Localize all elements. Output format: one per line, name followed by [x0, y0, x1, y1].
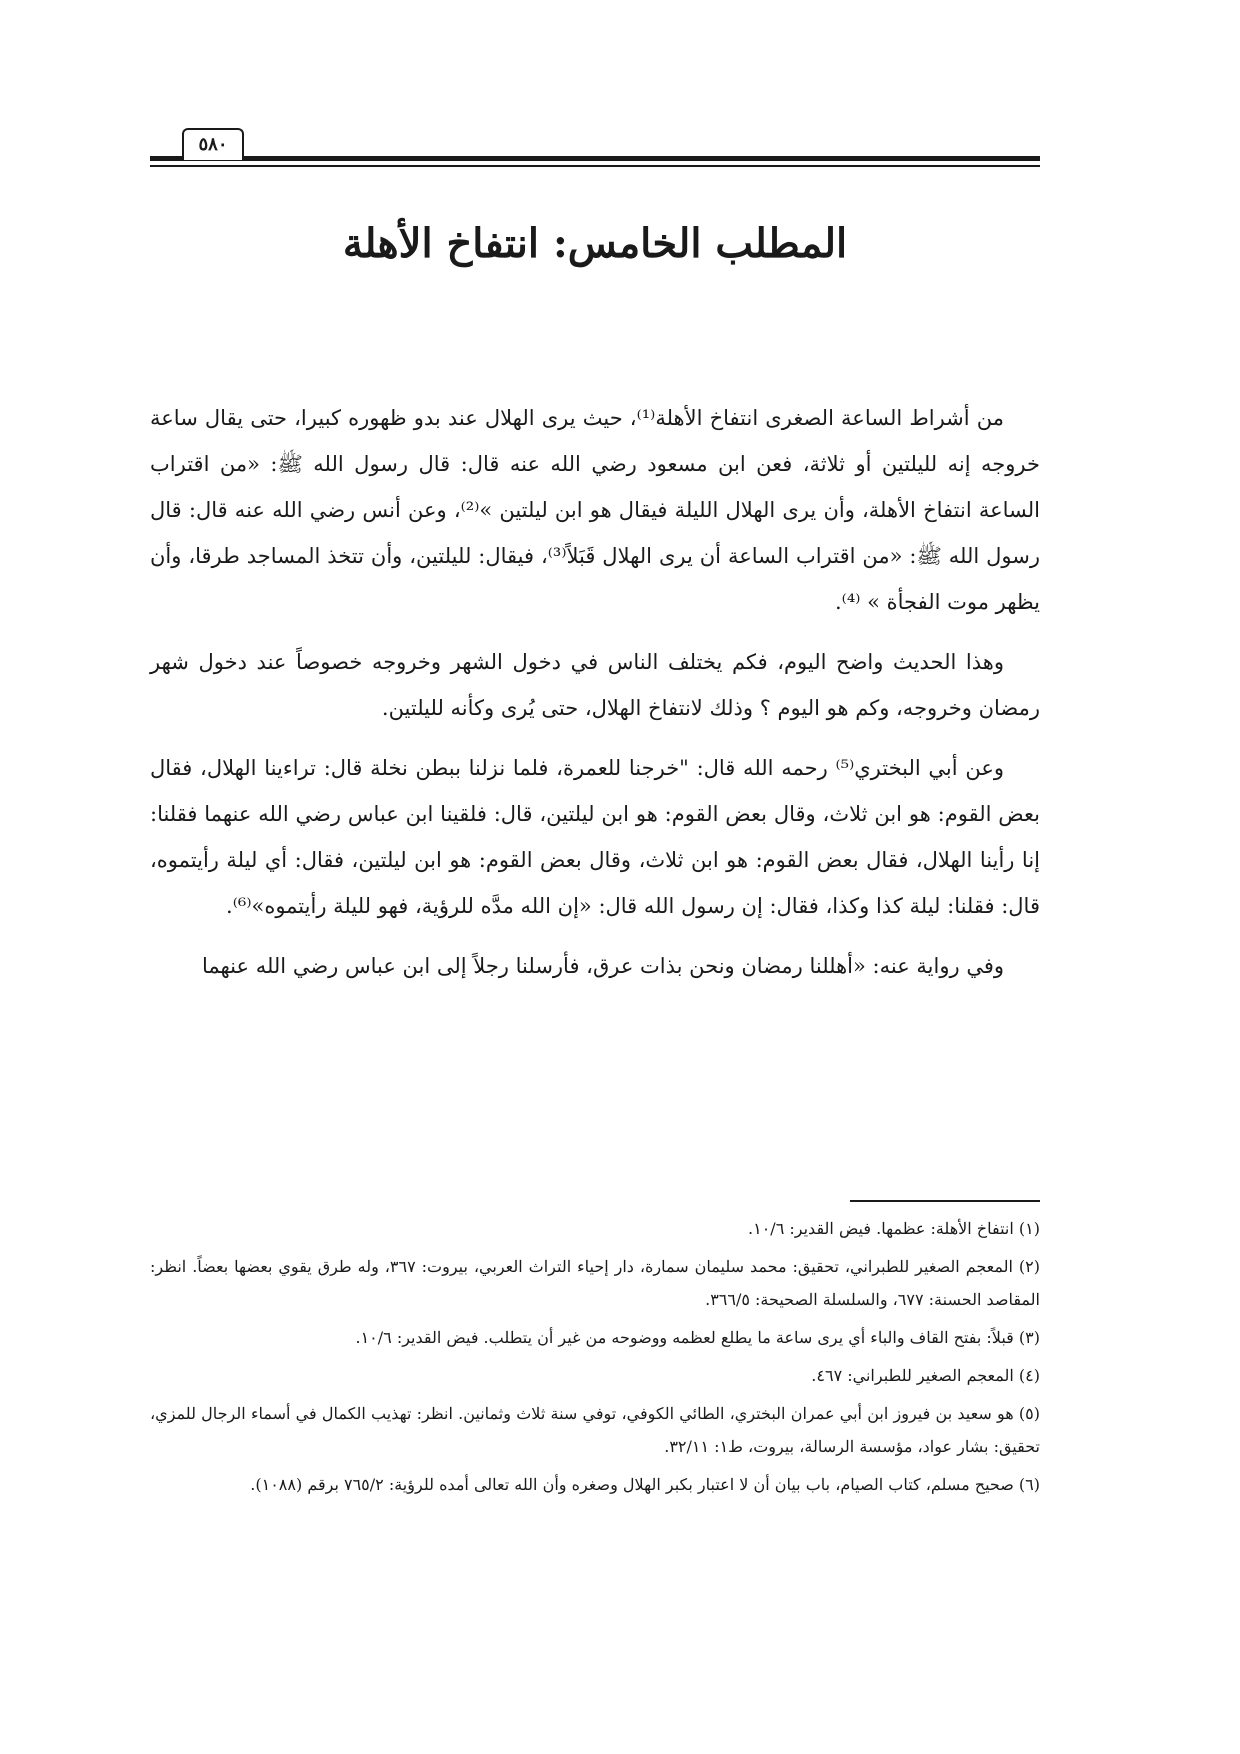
- footnote: (٥) هو سعيد بن فيروز ابن أبي عمران البختري، الطائي الكوفي، توفي سنة ثلاث وثمانين. انظر: تهذيب الكمال في أسماء الرجال للمزي، تحقيق: بشار عواد، مؤسسة الرسالة، بيروت، ط١: ٣٢/١١.: [150, 1404, 1040, 1456]
- page-number: ٥٨٠: [182, 128, 244, 160]
- paragraph: وفي رواية عنه: «أهللنا رمضان ونحن بذات عرق، فأرسلنا رجلاً إلى ابن عباس رضي الله عنهما: [201, 954, 1004, 978]
- footnote: (١) انتفاخ الأهلة: عظمها. فيض القدير: ١٠/٦.: [748, 1219, 1040, 1238]
- paragraph: وعن أبي البختري⁽⁵⁾ رحمه الله قال: "خرجنا للعمرة، فلما نزلنا ببطن نخلة قال: تراءينا الهلال، فقال بعض القوم: هو ابن ثلاث، وقال بعض القوم: هو ابن ليلتين، قال: فلقينا ابن عباس رضي الله عنهما فقلنا: إنا رأينا الهلال، فقال بعض القوم: هو ابن ثلاث، وقال بعض القوم: هو ابن ليلتين، فقال: أي ليلة رأيتموه، قال: فقلنا: ليلة كذا وكذا، فقال: إن رسول الله قال: «إن الله مدَّه للرؤية، فهو لليلة رأيتموه»⁽⁶⁾.: [150, 756, 1040, 918]
- footnotes: [150, 1212, 1040, 1506]
- header-rule-thin: [150, 165, 1040, 167]
- page-header: [150, 128, 1040, 168]
- footnote-separator: [850, 1200, 1040, 1202]
- section-title: المطلب الخامس: انتفاخ الأهلة: [342, 220, 848, 267]
- footnote: (٣) قبلاً: بفتح القاف والباء أي يرى ساعة ما يطلع لعظمه ووضوحه من غير أن يتطلب. فيض القدير: ١٠/٦.: [355, 1328, 1040, 1347]
- footnote: (٢) المعجم الصغير للطبراني، تحقيق: محمد سليمان سمارة، دار إحياء التراث العربي، بيروت: ٣٦٧، وله طرق يقوي بعضها بعضاً. انظر: المقاصد الحسنة: ٦٧٧، والسلسلة الصحيحة: ٣٦٦/٥.: [150, 1257, 1040, 1309]
- paragraph: من أشراط الساعة الصغرى انتفاخ الأهلة⁽¹⁾، حيث يرى الهلال عند بدو ظهوره كبيرا، حتى يقال ساعة خروجه إنه لليلتين أو ثلاثة، فعن ابن مسعود رضي الله عنه قال: قال رسول الله ﷺ: «من اقتراب الساعة انتفاخ الأهلة، وأن يرى الهلال الليلة فيقال هو ابن ليلتين »⁽²⁾، وعن أنس رضي الله عنه قال: قال رسول الله ﷺ: «من اقتراب الساعة أن يرى الهلال قَبَلاً⁽³⁾، فيقال: لليلتين، وأن تتخذ المساجد طرقا، وأن يظهر موت الفجأة » ⁽⁴⁾.: [150, 406, 1040, 614]
- paragraph: وهذا الحديث واضح اليوم، فكم يختلف الناس في دخول الشهر وخروجه خصوصاً عند دخول شهر رمضان وخروجه، وكم هو اليوم ؟ وذلك لانتفاخ الهلال، حتى يُرى وكأنه لليلتين.: [150, 650, 1040, 720]
- main-text: [150, 395, 1040, 989]
- header-rule-thick: [150, 156, 1040, 161]
- footnote: (٤) المعجم الصغير للطبراني: ٤٦٧.: [811, 1366, 1040, 1385]
- footnote: (٦) صحيح مسلم، كتاب الصيام، باب بيان أن لا اعتبار بكبر الهلال وصغره وأن الله تعالى أمده للرؤية: ٧٦٥/٢ برقم (١٠٨٨).: [250, 1475, 1040, 1494]
